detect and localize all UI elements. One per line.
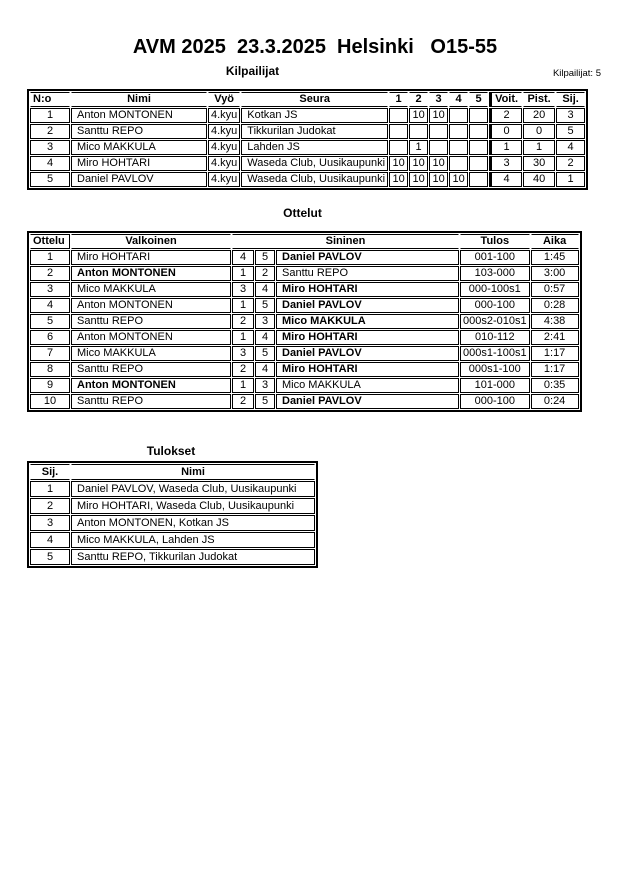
wins-cell: 1 (489, 140, 522, 155)
blue-name-cell: Daniel PAVLOV (276, 346, 459, 361)
competitor-no-cell: 2 (30, 124, 70, 139)
competitor-name-cell: Santtu REPO (71, 124, 207, 139)
matches-header-row (30, 234, 579, 249)
white-number-cell: 1 (232, 378, 254, 393)
result-cell: 000s2-010s1 (460, 314, 530, 329)
result-name-cell: Miro HOHTARI, Waseda Club, Uusikaupunki (71, 498, 315, 514)
col-header-4: 4 (449, 92, 468, 107)
col-header-place: Sij. (556, 92, 585, 107)
score-cell (469, 156, 488, 171)
score-cell: 10 (429, 156, 448, 171)
score-cell (429, 140, 448, 155)
white-name-cell: Anton MONTONEN (71, 378, 231, 393)
col-header-blue: Sininen (232, 234, 459, 249)
score-cell: 10 (409, 156, 428, 171)
competitor-no-cell: 4 (30, 156, 70, 171)
wins-cell: 0 (489, 124, 522, 139)
points-cell: 30 (523, 156, 555, 171)
competitor-name-cell: Daniel PAVLOV (71, 172, 207, 187)
col-header-belt: Vyö (208, 92, 240, 107)
white-number-cell: 2 (232, 394, 254, 409)
blue-number-cell: 4 (255, 282, 275, 297)
result-name-cell: Anton MONTONEN, Kotkan JS (71, 515, 315, 531)
result-cell: 000s1-100s1 (460, 346, 530, 361)
result-cell: 101-000 (460, 378, 530, 393)
wins-cell: 4 (489, 172, 522, 187)
blue-name-cell: Miro HOHTARI (276, 282, 459, 297)
blue-name-cell: Daniel PAVLOV (276, 394, 459, 409)
match-no-cell: 9 (30, 378, 70, 393)
competitor-name-cell: Mico MAKKULA (71, 140, 207, 155)
score-cell (449, 156, 468, 171)
results-header-row (30, 464, 315, 480)
col-header-club: Seura (241, 92, 388, 107)
result-cell: 000s1-100 (460, 362, 530, 377)
competitor-club-cell: Waseda Club, Uusikaupunki (241, 172, 388, 187)
white-number-cell: 3 (232, 282, 254, 297)
result-name-cell: Mico MAKKULA, Lahden JS (71, 532, 315, 548)
score-cell: 10 (429, 108, 448, 123)
score-cell: 10 (409, 172, 428, 187)
competitor-club-cell: Lahden JS (241, 140, 388, 155)
time-cell: 0:24 (531, 394, 579, 409)
competitor-name-cell: Miro HOHTARI (71, 156, 207, 171)
competitor-club-cell: Tikkurilan Judokat (241, 124, 388, 139)
time-cell: 0:28 (531, 298, 579, 313)
match-row (30, 378, 579, 393)
match-no-cell: 8 (30, 362, 70, 377)
match-no-cell: 5 (30, 314, 70, 329)
white-name-cell: Mico MAKKULA (71, 346, 231, 361)
wins-cell: 3 (489, 156, 522, 171)
competitor-row (30, 172, 585, 187)
competitor-no-cell: 1 (30, 108, 70, 123)
result-name-cell: Daniel PAVLOV, Waseda Club, Uusikaupunki (71, 481, 315, 497)
col-header-place: Sij. (30, 464, 70, 480)
result-row (30, 515, 315, 531)
col-header-name: Nimi (71, 92, 207, 107)
col-header-3: 3 (429, 92, 448, 107)
result-row (30, 532, 315, 548)
results-table (27, 461, 318, 568)
points-cell: 40 (523, 172, 555, 187)
competitors-count: Kilpailijat: 5 (552, 68, 601, 79)
white-number-cell: 4 (232, 250, 254, 265)
result-place-cell: 4 (30, 532, 70, 548)
result-cell: 103-000 (460, 266, 530, 281)
score-cell (389, 140, 408, 155)
blue-name-cell: Mico MAKKULA (276, 378, 459, 393)
col-header-5: 5 (469, 92, 488, 107)
score-cell (429, 124, 448, 139)
result-row (30, 481, 315, 497)
score-cell: 10 (409, 108, 428, 123)
result-cell: 000-100s1 (460, 282, 530, 297)
match-row (30, 362, 579, 377)
time-cell: 1:45 (531, 250, 579, 265)
white-number-cell: 3 (232, 346, 254, 361)
blue-name-cell: Santtu REPO (276, 266, 459, 281)
white-name-cell: Miro HOHTARI (71, 250, 231, 265)
col-header-wins: Voit. (489, 92, 522, 107)
blue-name-cell: Daniel PAVLOV (276, 250, 459, 265)
white-number-cell: 1 (232, 298, 254, 313)
competitor-row (30, 108, 585, 123)
competitor-no-cell: 5 (30, 172, 70, 187)
time-cell: 0:35 (531, 378, 579, 393)
score-cell: 10 (389, 156, 408, 171)
time-cell: 0:57 (531, 282, 579, 297)
blue-number-cell: 2 (255, 266, 275, 281)
match-row (30, 330, 579, 345)
result-place-cell: 5 (30, 549, 70, 565)
blue-number-cell: 5 (255, 250, 275, 265)
score-cell (449, 124, 468, 139)
blue-name-cell: Mico MAKKULA (276, 314, 459, 329)
results-section-title: Tulokset (146, 444, 196, 458)
score-cell (449, 108, 468, 123)
white-name-cell: Anton MONTONEN (71, 266, 231, 281)
match-no-cell: 2 (30, 266, 70, 281)
time-cell: 2:41 (531, 330, 579, 345)
result-cell: 000-100 (460, 394, 530, 409)
match-row (30, 266, 579, 281)
blue-number-cell: 4 (255, 330, 275, 345)
score-cell (389, 124, 408, 139)
result-cell: 000-100 (460, 298, 530, 313)
competitor-row (30, 124, 585, 139)
score-cell: 1 (409, 140, 428, 155)
score-cell: 10 (389, 172, 408, 187)
blue-number-cell: 5 (255, 298, 275, 313)
match-no-cell: 6 (30, 330, 70, 345)
competitor-club-cell: Waseda Club, Uusikaupunki (241, 156, 388, 171)
col-header-points: Pist. (523, 92, 555, 107)
competitor-belt-cell: 4.kyu (208, 108, 240, 123)
blue-name-cell: Daniel PAVLOV (276, 298, 459, 313)
blue-name-cell: Miro HOHTARI (276, 330, 459, 345)
competitor-belt-cell: 4.kyu (208, 140, 240, 155)
time-cell: 1:17 (531, 346, 579, 361)
score-cell (449, 140, 468, 155)
white-number-cell: 1 (232, 330, 254, 345)
score-cell (409, 124, 428, 139)
col-header-name: Nimi (71, 464, 315, 480)
competitor-no-cell: 3 (30, 140, 70, 155)
result-place-cell: 1 (30, 481, 70, 497)
competitor-club-cell: Kotkan JS (241, 108, 388, 123)
competitor-row (30, 156, 585, 171)
competitor-belt-cell: 4.kyu (208, 172, 240, 187)
result-cell: 010-112 (460, 330, 530, 345)
points-cell: 0 (523, 124, 555, 139)
white-name-cell: Anton MONTONEN (71, 298, 231, 313)
points-cell: 20 (523, 108, 555, 123)
white-name-cell: Santtu REPO (71, 394, 231, 409)
match-row (30, 298, 579, 313)
match-no-cell: 10 (30, 394, 70, 409)
col-header-time: Aika (531, 234, 579, 249)
white-number-cell: 1 (232, 266, 254, 281)
competitor-row (30, 140, 585, 155)
white-name-cell: Anton MONTONEN (71, 330, 231, 345)
col-header-2: 2 (409, 92, 428, 107)
score-cell: 10 (429, 172, 448, 187)
score-cell (389, 108, 408, 123)
white-number-cell: 2 (232, 314, 254, 329)
blue-number-cell: 3 (255, 314, 275, 329)
blue-number-cell: 3 (255, 378, 275, 393)
result-place-cell: 2 (30, 498, 70, 514)
match-no-cell: 3 (30, 282, 70, 297)
white-name-cell: Mico MAKKULA (71, 282, 231, 297)
score-cell (469, 124, 488, 139)
match-row (30, 346, 579, 361)
white-name-cell: Santtu REPO (71, 362, 231, 377)
matches-section-title: Ottelut (283, 206, 322, 220)
match-no-cell: 1 (30, 250, 70, 265)
place-cell: 3 (556, 108, 585, 123)
result-name-cell: Santtu REPO, Tikkurilan Judokat (71, 549, 315, 565)
col-header-1: 1 (389, 92, 408, 107)
score-cell (469, 140, 488, 155)
points-cell: 1 (523, 140, 555, 155)
col-header-white: Valkoinen (71, 234, 231, 249)
blue-number-cell: 4 (255, 362, 275, 377)
result-cell: 001-100 (460, 250, 530, 265)
matches-table (27, 231, 582, 412)
col-header-no: N:o (30, 92, 70, 107)
blue-number-cell: 5 (255, 394, 275, 409)
score-cell (469, 108, 488, 123)
match-no-cell: 7 (30, 346, 70, 361)
white-number-cell: 2 (232, 362, 254, 377)
score-cell (469, 172, 488, 187)
score-cell: 10 (449, 172, 468, 187)
result-row (30, 549, 315, 565)
blue-name-cell: Miro HOHTARI (276, 362, 459, 377)
white-name-cell: Santtu REPO (71, 314, 231, 329)
match-row (30, 282, 579, 297)
competitors-section-title: Kilpailijat (225, 64, 280, 78)
time-cell: 1:17 (531, 362, 579, 377)
blue-number-cell: 5 (255, 346, 275, 361)
competitor-belt-cell: 4.kyu (208, 156, 240, 171)
place-cell: 1 (556, 172, 585, 187)
time-cell: 3:00 (531, 266, 579, 281)
place-cell: 4 (556, 140, 585, 155)
place-cell: 5 (556, 124, 585, 139)
wins-cell: 2 (489, 108, 522, 123)
competitors-header-row (30, 92, 585, 107)
col-header-result: Tulos (460, 234, 530, 249)
competitor-belt-cell: 4.kyu (208, 124, 240, 139)
result-row (30, 498, 315, 514)
time-cell: 4:38 (531, 314, 579, 329)
competitor-name-cell: Anton MONTONEN (71, 108, 207, 123)
match-row (30, 394, 579, 409)
result-place-cell: 3 (30, 515, 70, 531)
col-header-match: Ottelu (30, 234, 70, 249)
competitors-table (27, 89, 588, 190)
match-row (30, 314, 579, 329)
match-no-cell: 4 (30, 298, 70, 313)
match-row (30, 250, 579, 265)
place-cell: 2 (556, 156, 585, 171)
page-title: AVM 2025 23.3.2025 Helsinki O15-55 (132, 36, 498, 58)
